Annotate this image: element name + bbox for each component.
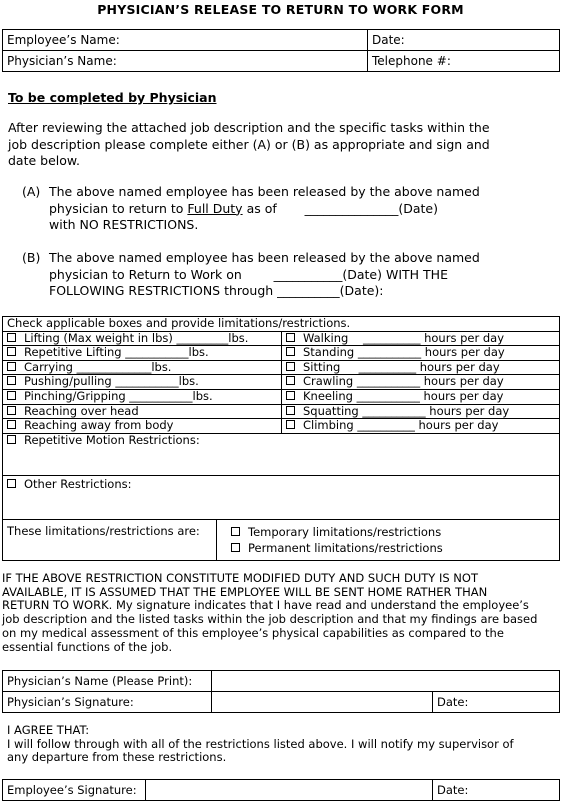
agreement-paragraph: I AGREE THAT: I will follow through with all of the restrictions listed above. I will notify my supervisor of any departure from these restrictions. [7, 724, 557, 765]
employee-name-label: Employee’s Name: [7, 33, 120, 47]
restriction-item[interactable]: Walking __________ hours per day [282, 331, 560, 346]
checkbox[interactable] [286, 333, 295, 342]
full-duty-text: Full Duty [187, 200, 243, 216]
physician-name-print-field[interactable] [212, 671, 560, 692]
restriction-item[interactable]: Pushing/pulling ___________lbs. [3, 375, 282, 390]
employee-signature-field[interactable] [146, 780, 433, 801]
other-restrictions-field[interactable]: Other Restrictions: [3, 475, 560, 519]
checkbox[interactable] [231, 543, 240, 552]
checkbox[interactable] [286, 391, 295, 400]
option-b-line: FOLLOWING RESTRICTIONS through __________(Date): [49, 283, 384, 298]
section-title: To be completed by Physician [8, 90, 217, 105]
as-of-date[interactable]: as of _______________(Date) [242, 200, 438, 216]
checkbox[interactable] [7, 333, 16, 342]
intro-line: After reviewing the attached job description and the specific tasks within the [8, 120, 490, 135]
restriction-item[interactable]: Repetitive Lifting ___________lbs. [3, 346, 282, 361]
physician-date-label: Date: [437, 695, 469, 709]
option-a-label: (A) [22, 184, 41, 199]
option-b-line: The above named employee has been released by the above named [49, 250, 480, 265]
header-table [2, 29, 560, 72]
option-b [22, 250, 558, 302]
restriction-item[interactable]: Crawling ___________ hours per day [282, 375, 560, 390]
employee-signature-table [2, 779, 560, 801]
restrictions-header: Check applicable boxes and provide limitations/restrictions. [3, 317, 560, 332]
physician-name-label: Physician’s Name: [7, 54, 117, 68]
option-a-line: with NO RESTRICTIONS. [49, 217, 199, 232]
temporary-option[interactable]: Temporary limitations/restrictions [231, 524, 559, 540]
intro-line: job description please complete either (A) or (B) as appropriate and sign and [8, 136, 490, 152]
restriction-item[interactable]: Climbing __________ hours per day [282, 419, 560, 434]
checkbox[interactable] [286, 362, 295, 371]
checkbox[interactable] [286, 406, 295, 415]
checkbox[interactable] [7, 376, 16, 385]
disclaimer-paragraph: IF THE ABOVE RESTRICTION CONSTITUTE MODIFIED DUTY AND SUCH DUTY IS NOT AVAILABLE, IT IS ASSUMED THAT THE EMPLOYEE WILL BE SENT HOME RATHER THAN RETURN TO WORK. My signature indicates that I have read and understand the employee’s job description and the listed tasks within the job description and that my findings are based on my medical assessment of this employee’s physical capabilities as compared to the essential functions of the job. [2, 571, 538, 654]
physician-signature-label: Physician’s Signature: [3, 692, 212, 713]
agreement-title: I AGREE THAT: [7, 723, 90, 737]
checkbox[interactable] [7, 435, 16, 444]
repetitive-motion-field[interactable]: Repetitive Motion Restrictions: [3, 433, 560, 475]
checkbox[interactable] [286, 376, 295, 385]
employee-date-field[interactable] [433, 780, 560, 801]
restriction-item[interactable]: Pinching/Gripping ___________lbs. [3, 389, 282, 404]
permanent-option[interactable]: Permanent limitations/restrictions [231, 540, 559, 556]
restriction-item[interactable]: Reaching away from body [3, 419, 282, 434]
physician-date-field[interactable] [433, 692, 560, 713]
restriction-item[interactable]: Reaching over head [3, 404, 282, 419]
limitations-label: These limitations/restrictions are: [3, 520, 217, 560]
physician-signature-table [2, 670, 560, 713]
physician-name-field[interactable] [3, 51, 368, 72]
intro-line: date below. [8, 153, 80, 168]
restriction-item[interactable]: Sitting __________ hours per day [282, 360, 560, 375]
restriction-item[interactable]: Carrying _____________lbs. [3, 360, 282, 375]
checkbox[interactable] [7, 347, 16, 356]
employee-signature-label: Employee’s Signature: [3, 780, 146, 801]
restriction-item[interactable]: Lifting (Max weight in lbs) _________lbs. [3, 331, 282, 346]
checkbox[interactable] [7, 362, 16, 371]
restriction-item[interactable]: Squatting ___________ hours per day [282, 404, 560, 419]
telephone-field[interactable] [368, 51, 560, 72]
date-field[interactable] [368, 30, 560, 51]
physician-name-print-label: Physician’s Name (Please Print): [3, 671, 212, 692]
form-title: PHYSICIAN’S RELEASE TO RETURN TO WORK FORM [97, 2, 464, 17]
date-label: Date: [372, 33, 405, 47]
checkbox[interactable] [7, 479, 16, 488]
employee-name-field[interactable] [3, 30, 368, 51]
checkbox[interactable] [7, 391, 16, 400]
option-b-label: (B) [22, 250, 41, 265]
checkbox[interactable] [286, 347, 295, 356]
restriction-item[interactable]: Kneeling ___________ hours per day [282, 389, 560, 404]
option-b-line: physician to Return to Work on ___________(Date) WITH THE [49, 266, 448, 282]
checkbox[interactable] [7, 406, 16, 415]
physician-signature-field[interactable] [212, 692, 433, 713]
option-a [22, 184, 558, 236]
employee-date-label: Date: [437, 783, 469, 797]
restriction-item[interactable]: Standing ___________ hours per day [282, 346, 560, 361]
restrictions-table [2, 316, 560, 561]
intro-paragraph [8, 120, 558, 170]
checkbox[interactable] [231, 527, 240, 536]
checkbox[interactable] [286, 420, 295, 429]
checkbox[interactable] [7, 420, 16, 429]
telephone-label: Telephone #: [372, 54, 451, 68]
option-a-line: The above named employee has been released by the above named [49, 184, 480, 199]
option-a-line: physician to return to [49, 200, 188, 216]
